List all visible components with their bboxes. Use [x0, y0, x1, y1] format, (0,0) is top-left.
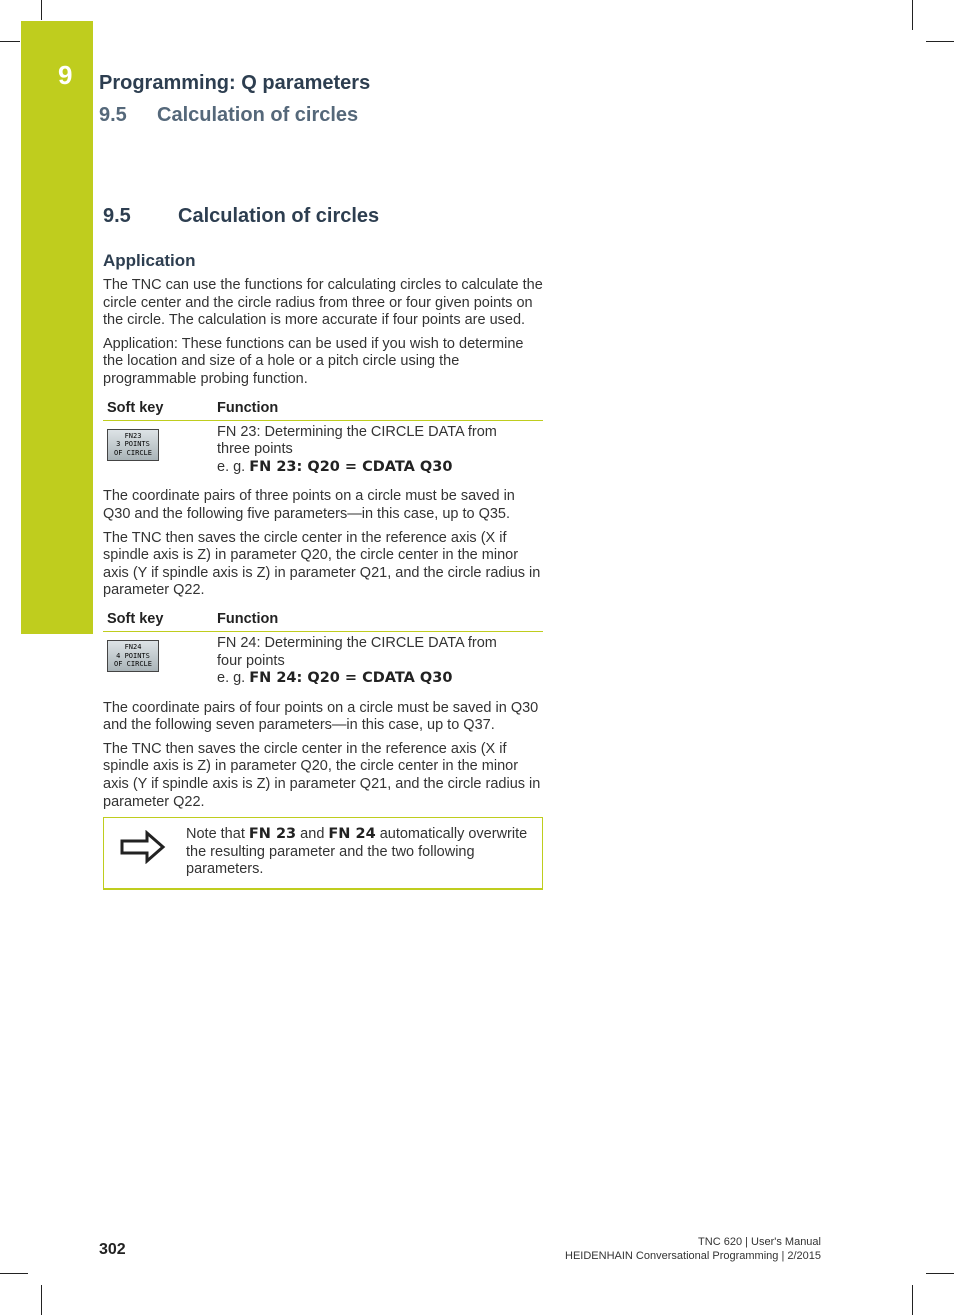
crop-mark: [41, 1285, 42, 1315]
column-header: Soft key: [103, 606, 213, 632]
softkey-table: [103, 395, 543, 479]
crop-mark: [912, 1285, 913, 1315]
paragraph: The TNC then saves the circle center in the reference axis (X if spindle axis is Z) in parameter Q20, the circle center in the minor axis (Y if spindle axis is Z) in parameter Q21, and the circle radius in parameter Q22.: [103, 529, 541, 599]
section-title: Calculation of circles: [178, 205, 380, 227]
running-header-section-title: Calculation of circles: [157, 104, 359, 126]
running-header-section: [99, 104, 358, 127]
arrow-right-icon: [120, 830, 166, 864]
column-header: Soft key: [103, 395, 213, 421]
note-box: [103, 817, 543, 890]
crop-mark: [0, 1273, 28, 1274]
crop-mark: [41, 0, 42, 20]
paragraph: The TNC then saves the circle center in the reference axis (X if spindle axis is Z) in parameter Q20, the circle center in the minor axis (Y if spindle axis is Z) in parameter Q21, and the circle radius in parameter Q22.: [103, 740, 541, 810]
running-header-section-number: 9.5: [99, 104, 127, 126]
section-number: 9.5: [103, 205, 131, 227]
note-text: Note that FN 23 and FN 24 automatically overwrite the resulting parameter and the two following parameters.: [186, 826, 528, 878]
crop-mark: [912, 0, 913, 30]
paragraph: The coordinate pairs of four points on a circle must be saved in Q30 and the following seven parameters—in this case, up to Q37.: [103, 699, 539, 734]
footer-info: TNC 620 | User's Manual HEIDENHAIN Conversational Programming | 2/2015: [565, 1236, 821, 1262]
column-header: Function: [213, 606, 543, 632]
crop-mark: [926, 1273, 954, 1274]
chapter-sidebar: [21, 21, 93, 634]
main-content: [103, 205, 543, 890]
section-heading: [103, 205, 543, 228]
paragraph: The TNC can use the functions for calculating circles to calculate the circle center and the circle radius from three or four given points on the circle. The calculation is more accurate if four points are used.: [103, 277, 543, 329]
column-header: Function: [213, 395, 543, 421]
subheading: Application: [103, 251, 196, 270]
table-row: [103, 631, 543, 689]
paragraph: The coordinate pairs of three points on a circle must be saved in Q30 and the following five parameters—in this case, up to Q35.: [103, 488, 515, 522]
softkey-fn23[interactable]: FN23 3 POINTS OF CIRCLE: [107, 429, 159, 461]
page-number: 302: [99, 1241, 126, 1258]
function-description: FN 24: Determining the CIRCLE DATA from four points e. g. FN 24: Q20 = CDATA Q30: [217, 634, 497, 687]
table-row: [103, 420, 543, 478]
running-header-title: Programming: Q parameters: [99, 72, 371, 94]
function-description: FN 23: Determining the CIRCLE DATA from three points e. g. FN 23: Q20 = CDATA Q30: [217, 423, 497, 475]
crop-mark: [0, 41, 20, 42]
softkey-table: [103, 606, 543, 690]
softkey-fn24[interactable]: FN24 4 POINTS OF CIRCLE: [107, 640, 159, 672]
crop-mark: [926, 41, 954, 42]
chapter-number: 9: [58, 60, 73, 90]
code-example: FN 24: Q20 = CDATA Q30: [249, 670, 453, 687]
paragraph: Application: These functions can be used if you wish to determine the location and size of a hole or a pitch circle using the programmable probing function.: [103, 335, 524, 387]
code-example: FN 23: Q20 = CDATA Q30: [249, 458, 453, 475]
